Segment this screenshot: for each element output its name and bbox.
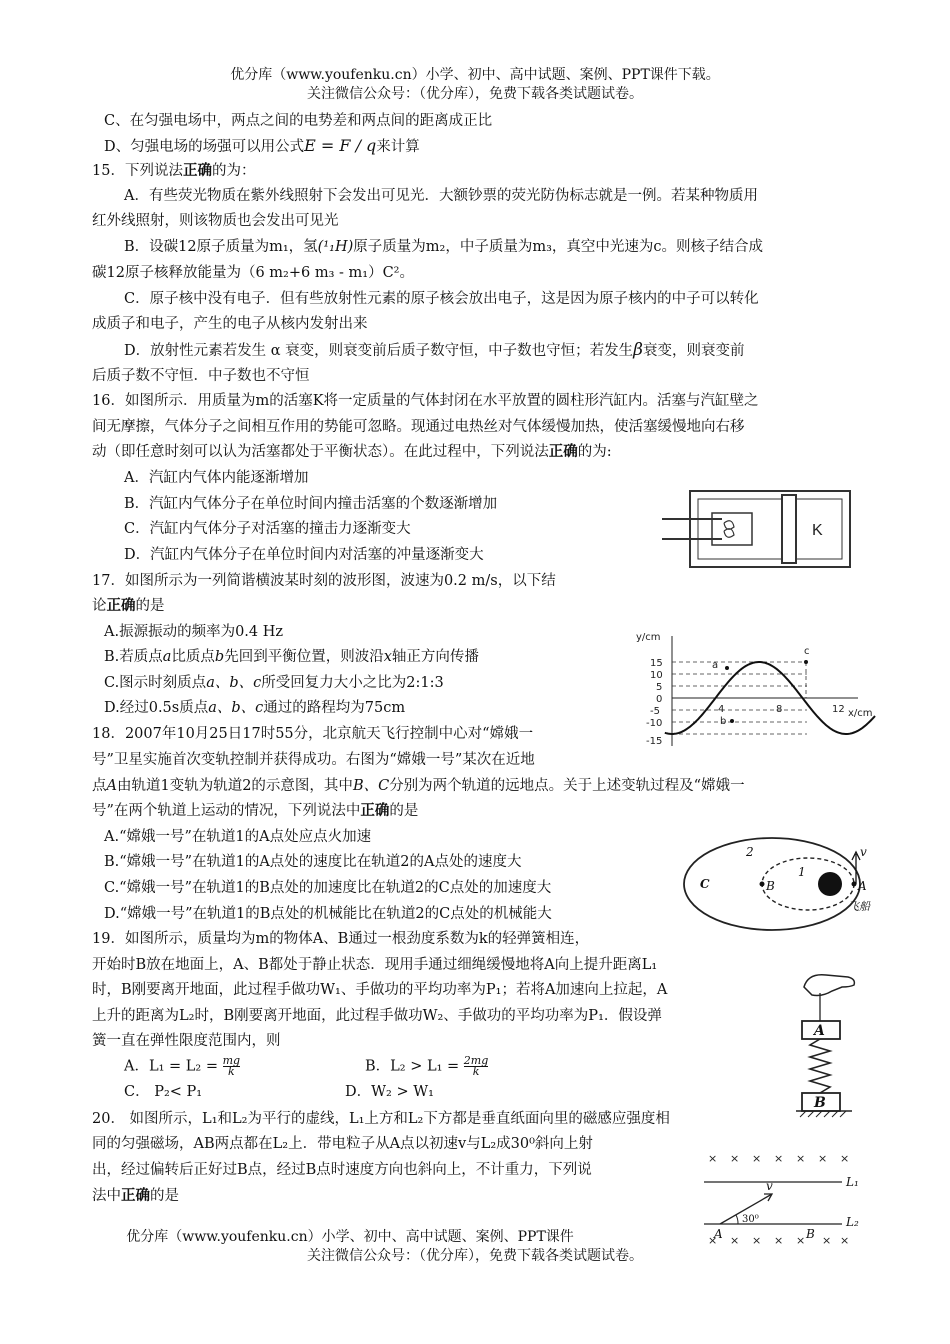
orbit-figure xyxy=(680,828,880,938)
wave-y-tick-neg5: -5 xyxy=(650,706,660,717)
cylinder-figure xyxy=(662,483,862,573)
q17-option-a: A.振源振动的频率为0.4 Hz xyxy=(104,624,284,640)
wave-x-tick-8: 8 xyxy=(776,704,783,715)
q19-option-b: B．L₂ > L₁ = $\frac{2mg}{k}$ xyxy=(365,1054,489,1078)
header-line-1: 优分库（www.youfenku.cn）小学、初中、高中试题、案例、PPT课件下载。 xyxy=(230,67,720,83)
magnetic-field-figure xyxy=(700,1148,868,1252)
piston-label: K xyxy=(812,522,823,539)
q19-stem-line1: 19．如图所示，质量均为m的物体A、B通过一根劲度系数为k的轻弹簧相连， xyxy=(92,931,590,947)
wave-x-tick-12: 12 xyxy=(832,704,845,715)
q16-option-d: D．汽缸内气体分子在单位时间内对活塞的冲量逐渐变大 xyxy=(124,547,484,563)
point-c-label: C xyxy=(700,877,710,891)
wave-y-tick-5: 5 xyxy=(656,682,663,693)
wave-x-axis-label: x/cm xyxy=(848,708,873,719)
wave-figure xyxy=(632,628,878,750)
q18-option-d: D.“嫦娥一号”在轨道1的B点处的机械能比在轨道2的C点处的机械能大 xyxy=(104,906,552,922)
l1-label: L₁ xyxy=(846,1175,859,1189)
q17-stem-line1: 17．如图所示为一列简谐横波某时刻的波形图，波速为0.2 m/s，以下结 xyxy=(92,573,556,589)
q18-stem-line2: 号”卫星实施首次变轨控制并获得成功。右图为“嫦娥一号”某次在近地 xyxy=(92,752,535,768)
spring xyxy=(810,1039,830,1093)
q18-option-b: B.“嫦娥一号”在轨道1的A点处的速度比在轨道2的A点处的速度大 xyxy=(104,854,522,870)
q18-stem-line4: 号”在两个轨道上运动的情况，下列说法中正确的是 xyxy=(92,803,419,819)
field-crosses-bottom-3: × xyxy=(752,1234,762,1247)
field-crosses-top-3: × xyxy=(752,1152,762,1165)
wave-y-tick-15: 15 xyxy=(650,658,663,669)
block-a-label: A xyxy=(814,1023,825,1039)
velocity-label: v xyxy=(860,845,867,859)
q20-stem-line2: 同的匀强磁场，AB两点都在L₂上．带电粒子从A点以初速v与L₂成30⁰斜向上射 xyxy=(92,1136,593,1152)
hand xyxy=(804,975,854,996)
q16-option-c: C．汽缸内气体分子对活塞的撞击力逐渐变大 xyxy=(124,521,411,537)
point-a-label: A xyxy=(714,1227,723,1241)
q18-stem-line1: 18．2007年10月25日17时55分，北京航天飞行控制中心对“嫦娥一 xyxy=(92,726,534,742)
heating-coil xyxy=(724,521,734,538)
wave-point-b-label: b xyxy=(720,716,727,727)
wave-y-axis-label: y/cm xyxy=(636,632,661,643)
field-crosses-bottom-7: × xyxy=(840,1234,850,1247)
velocity-label: v xyxy=(766,1179,773,1193)
angle-arc xyxy=(736,1215,738,1224)
heater-box xyxy=(712,513,752,545)
q15-option-d-line2: 后质子数不守恒．中子数也不守恒 xyxy=(92,368,310,384)
field-crosses-bottom-2: × xyxy=(730,1234,740,1247)
q15-option-d-line1: D．放射性元素若发生 α 衰变，则衰变前后质子数守恒，中子数也守恒；若发生β衰变，则衰变前 xyxy=(124,340,745,360)
q14-option-d: D、匀强电场的场强可以用公式E = F / q来计算 xyxy=(104,136,420,155)
orbit-2-label: 2 xyxy=(746,845,754,859)
field-crosses-bottom-6: × xyxy=(822,1234,832,1247)
q15-option-c-line1: C．原子核中没有电子．但有些放射性元素的原子核会放出电子，这是因为原子核内的中子可以转化 xyxy=(124,291,759,307)
q19-option-a: A．L₁ = L₂ = $\frac{mg}{k}$ xyxy=(124,1054,241,1078)
q19-stem-line3: 时，B刚要离开地面，此过程手做功W₁、手做功的平均功率为P₁；若将A加速向上拉起，A xyxy=(92,982,668,998)
field-crosses-top-5: × xyxy=(796,1152,806,1165)
field-crosses-bottom-5: × xyxy=(796,1234,806,1247)
footer-line-2: 关注微信公众号：（优分库），免费下载各类试题试卷。 xyxy=(307,1248,643,1264)
q19-option-c: C． P₂< P₁ xyxy=(124,1084,203,1100)
field-crosses-top-6: × xyxy=(818,1152,828,1165)
field-crosses-bottom-1: × xyxy=(708,1234,718,1247)
q18-stem-line3: 点A由轨道1变轨为轨道2的示意图，其中B、C分别为两个轨道的远地点。关于上述变轨过程及“嫦娥一 xyxy=(92,778,745,794)
q19-stem-line4: 上升的距离为L₂时，B刚要离开地面，此过程手做功W₂、手做功的平均功率为P₁．假设弹 xyxy=(92,1008,662,1024)
header-line-2: 关注微信公众号：（优分库），免费下载各类试题试卷。 xyxy=(307,86,643,102)
point-b-label: B xyxy=(806,1227,815,1241)
q20-stem-line3: 出，经过偏转后正好过B点，经过B点时速度方向也斜向上，不计重力，下列说 xyxy=(92,1162,592,1178)
l2-label: L₂ xyxy=(846,1215,859,1229)
block-b-label: B xyxy=(814,1095,826,1111)
q14-option-c: C、在匀强电场中，两点之间的电势差和两点间的距离成正比 xyxy=(104,113,493,129)
q15-stem: 15．下列说法正确的为： xyxy=(92,163,256,179)
wave-point-b xyxy=(730,719,734,723)
q17-option-c: C.图示时刻质点a、b、c所受回复力大小之比为2:1:3 xyxy=(104,675,444,691)
q15-option-b-line2: 碳12原子核释放能量为（6 m₂+6 m₃ - m₁）C²。 xyxy=(92,265,414,281)
q17-option-b: B.若质点a比质点b先回到平衡位置，则波沿x轴正方向传播 xyxy=(104,649,479,665)
q16-option-a: A．汽缸内气体内能逐渐增加 xyxy=(124,470,309,486)
point-b xyxy=(760,882,765,887)
wave-point-a xyxy=(725,666,729,670)
wave-y-tick-neg15: -15 xyxy=(646,736,663,747)
ground-hatching xyxy=(800,1111,846,1117)
q15-option-c-line2: 成质子和电子，产生的电子从核内发射出来 xyxy=(92,316,368,332)
q15-option-b-line1: B．设碳12原子质量为m₁，氢(¹₁H)原子质量为m₂，中子质量为m₃，真空中光速为c。则核子结合成 xyxy=(124,239,764,255)
q20-stem-line4: 法中正确的是 xyxy=(92,1188,179,1204)
piston xyxy=(782,495,796,563)
q16-stem-line1: 16．如图所示．用质量为m的活塞K将一定质量的气体封闭在水平放置的圆柱形汽缸内。活塞与汽缸壁之 xyxy=(92,393,759,409)
q16-stem-line3: 动（即任意时刻可以认为活塞都处于平衡状态）。在此过程中，下列说法正确的为: xyxy=(92,444,612,460)
q17-option-d: D.经过0.5s质点a、b、c通过的路程均为75cm xyxy=(104,700,406,716)
spring-figure xyxy=(796,965,866,1125)
q19-stem-line2: 开始时B放在地面上，A、B都处于静止状态．现用手通过细绳缓慢地将A向上提升距离L₁ xyxy=(92,957,658,973)
wave-y-tick-10: 10 xyxy=(650,670,663,681)
field-crosses-top-1: × xyxy=(708,1152,718,1165)
q17-stem-line2: 论正确的是 xyxy=(92,598,165,614)
q20-stem-line1: 20． 如图所示，L₁和L₂为平行的虚线，L₁上方和L₂下方都是垂直纸面向里的磁感应强度相 xyxy=(92,1111,670,1127)
point-a-label: A xyxy=(858,879,867,893)
q16-stem-line2: 间无摩擦，气体分子之间相互作用的势能可忽略。现通过电热丝对气体缓慢加热，使活塞缓慢地向右移 xyxy=(92,419,745,435)
field-crosses-top-4: × xyxy=(774,1152,784,1165)
q18-option-c: C.“嫦娥一号”在轨道1的B点处的加速度比在轨道2的C点处的加速度大 xyxy=(104,880,552,896)
q16-option-b: B．汽缸内气体分子在单位时间内撞击活塞的个数逐渐增加 xyxy=(124,496,498,512)
wave-point-c-label: c xyxy=(804,646,810,657)
q18-option-a: A.“嫦娥一号”在轨道1的A点处应点火加速 xyxy=(104,829,372,845)
field-crosses-top-7: × xyxy=(840,1152,850,1165)
field-crosses-top-2: × xyxy=(730,1152,740,1165)
wave-x-tick-4: 4 xyxy=(718,704,725,715)
orbit-1-label: 1 xyxy=(798,865,806,879)
q19-option-d: D．W₂ > W₁ xyxy=(345,1084,434,1100)
wave-point-c xyxy=(804,660,808,664)
ship-label: 飞船 xyxy=(848,900,870,913)
footer-line-1: 优分库（www.youfenku.cn）小学、初中、高中试题、案例、PPT课件 xyxy=(126,1229,574,1245)
cylinder-outer-wall xyxy=(690,491,850,567)
earth xyxy=(818,872,842,896)
angle-label: 30⁰ xyxy=(742,1214,759,1225)
q15-option-a-line1: A．有些荧光物质在紫外线照射下会发出可见光．大额钞票的荧光防伪标志就是一例。若某种物质用 xyxy=(124,188,758,204)
point-b-label: B xyxy=(766,879,775,893)
q15-option-a-line2: 红外线照射，则该物质也会发出可见光 xyxy=(92,213,339,229)
q19-stem-line5: 簧一直在弹性限度范围内，则 xyxy=(92,1033,281,1049)
wave-y-tick-0: 0 xyxy=(656,694,663,705)
wave-point-a-label: a xyxy=(712,660,719,671)
wave-y-tick-neg10: -10 xyxy=(646,718,663,729)
field-crosses-bottom-4: × xyxy=(774,1234,784,1247)
